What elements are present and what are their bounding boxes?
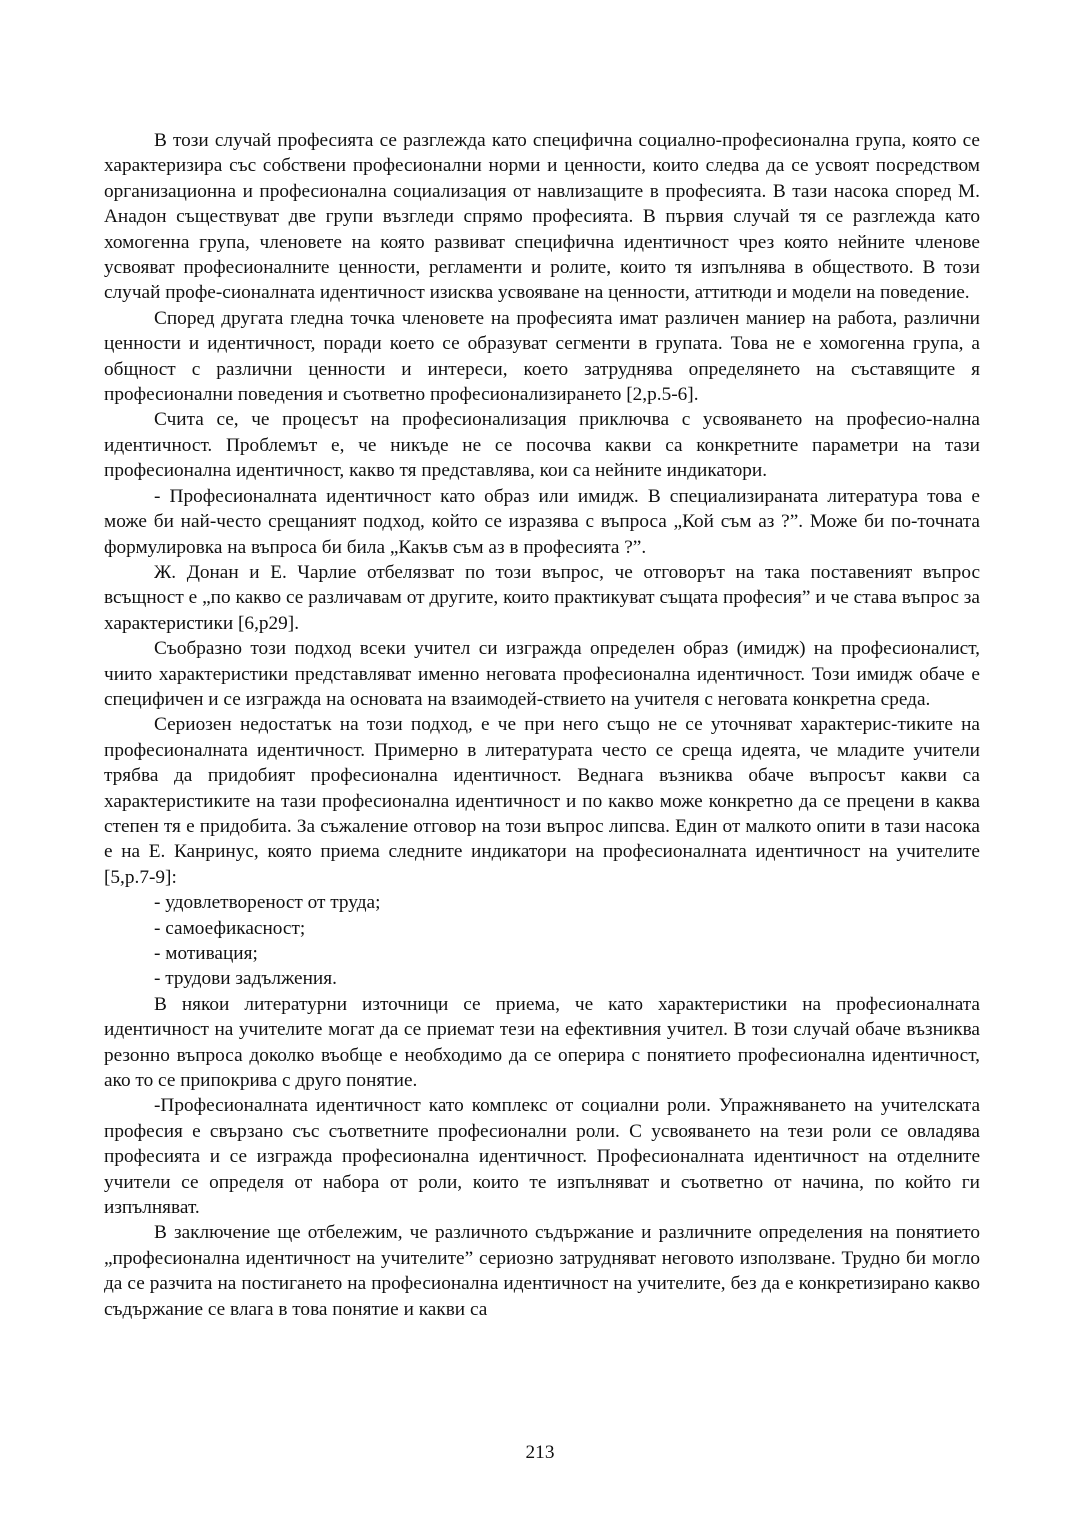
paragraph: В заключение ще отбележим, че различното съдържание и различните определения на понятието „професионална идентичност на учителите” сериозно затрудняват неговото използване. Трудно би могло да се разчита на постигането на професионална идентичност на учителите, без да е конкретизирано какво съдържание се влага в това понятие и какви са [104,1222,980,1320]
paragraph: Сериозен недостатък на този подход, е че при него също не се уточняват характерис-тиките на професионалната идентичност. Примерно в литературата често се среща идеята, че младите учители трябва да придобият професионална идентичност. Веднага възниква обаче въпросът какви са характеристиките на тази професионална идентичност и по какво може конкретно да се прецени в каква степен тя е придобита. За съжаление отговор на този въпрос липсва. Един от малкото опити в тази насока е на Е. Канринус, която приема следните индикатори на професионалната идентичност на учителите [5,p.7-9]: [104,714,980,888]
paragraph: Съобразно този подход всеки учител си изгражда определен образ (имидж) на професионалист, чиито характеристики представляват именно неговата професионална идентичност. Този имидж обаче е специфичен и се изгражда на основата на взаимодей-ствието на учителя с неговата конкретна среда. [104,638,980,710]
paragraph: В този случай професията се разглежда като специфична социално-професионална група, която се характеризира със собствени професионални норми и ценности, които следва да се усвоят посредством организационна и професионална социализация от навлизащите в професията. В тази насока според М. Анадон съществуват две групи възгледи спрямо професията. В първия случай тя се разглежда като хомогенна група, членовете на която развиват специфична идентичност чрез която нейните членове усвояват професионалните ценности, регламенти и ролите, които тя изпълнява в обществото. В този случай профе-сионалната идентичност изисква усвояване на ценности, аттитюди и модели на поведение. [104,130,980,304]
page-number: 213 [525,1442,555,1463]
paragraph: -Професионалната идентичност като комплекс от социални роли. Упражняването на учителската професия е свързано със съответните професионални роли. С усвояването на тези роли се овладява професията и се изгражда професионална идентичност. Професионалната идентичност на отделните учители се определя от набора от роли, които те изпълняват и съответно от начина, по който ги изпълняват. [104,1095,980,1219]
list-item: - трудови задължения. [154,968,337,990]
list-item: - мотивация; [154,943,258,964]
paragraph: Ж. Донан и Е. Чарлие отбелязват по този въпрос, че отговорът на така поставеният въпрос всъщност е „по какво се различавам от другите, които практикуват същата професия” и че става въпрос за характеристики [6,p29]. [104,561,980,634]
list-item: - удовлетвореност от труда; [154,892,381,914]
paragraph: Счита се, че процесът на професионализация приключва с усвояването на професио-нална идентичност. Проблемът е, че никъде не се посочва какви са конкретните параметри на тази професионална идентичност, какво тя представлява, кои са нейните индикатори. [104,409,980,482]
list-item: - самоефикасност; [154,917,306,939]
paragraph: - Професионалната идентичност като образ или имидж. В специализираната литература това е може би най-често срещаният подход, който се изразява с въпроса „Кой съм аз ?”. Може би по-точната формулировка на въпроса би била „Какъв съм аз в професията ?”. [104,485,980,558]
paragraph: Според другата гледна точка членовете на професията имат различен маниер на работа, различни ценности и идентичност, поради което се образуват сегменти в групата. Това не е хомогенна група, а общност с различни ценности и интереси, което затруднява определянето на съставящите я професионални поведения и съответно професионализирането [2,p.5-6]. [104,307,980,406]
paragraph: В някои литературни източници се приема, че като характеристики на професионалната идентичност на учителите могат да се приемат тези на ефективния учител. В този случай обаче възниква резонно въпроса доколко въобще е необходимо да се оперира с понятието професионална идентичност, ако то се припокрива с друго понятие. [104,993,980,1092]
page-body [104,128,980,1322]
